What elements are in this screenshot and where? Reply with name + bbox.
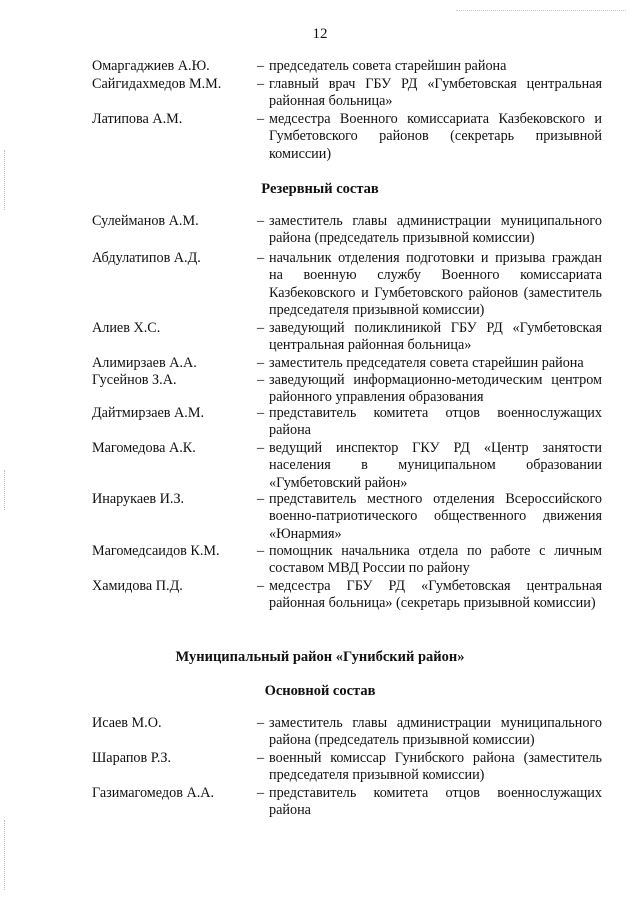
member-role: заведующий поликлиникой ГБУ РД «Гумбетовская центральная районная больница» (269, 320, 602, 354)
member-role: помощник начальника отдела по работе с личным составом МВД России по району (269, 543, 602, 577)
dash: – (257, 111, 265, 127)
member-name: Исаев М.О. (92, 715, 162, 731)
member-role: заместитель председателя совета старейшин района (269, 355, 584, 371)
dash: – (257, 715, 265, 731)
member-role: медсестра ГБУ РД «Гумбетовская центральная районная больница» (секретарь призывной комиссии) (269, 578, 602, 612)
scan-edge-dots (456, 10, 626, 11)
member-name: Алиев Х.С. (92, 320, 161, 336)
member-role: главный врач ГБУ РД «Гумбетовская центральная районная больница» (269, 76, 602, 110)
dash: – (257, 213, 265, 229)
dash: – (257, 372, 265, 388)
dash: – (257, 750, 265, 766)
dash: – (257, 320, 265, 336)
dash: – (257, 76, 265, 92)
dash: – (257, 405, 265, 421)
member-role: заместитель главы администрации муниципального района (председатель призывной комиссии) (269, 213, 602, 247)
member-name: Абдулатипов А.Д. (92, 250, 201, 266)
section-heading-reserve: Резервный состав (261, 181, 379, 197)
section-heading-district: Муниципальный район «Гунибский район» (175, 649, 465, 665)
scan-edge-mark (4, 150, 6, 210)
scan-edge-mark (4, 820, 6, 890)
dash: – (257, 440, 265, 456)
member-role: председатель совета старейшин района (269, 58, 507, 74)
member-name: Магомедова А.К. (92, 440, 196, 456)
member-name: Инарукаев И.З. (92, 491, 185, 507)
member-name: Сулейманов А.М. (92, 213, 199, 229)
dash: – (257, 250, 265, 266)
dash: – (257, 578, 265, 594)
member-role: медсестра Военного комиссариата Казбековского и Гумбетовского районов (секретарь призывной комиссии) (269, 111, 602, 162)
member-name: Дайтмирзаев А.М. (92, 405, 205, 421)
dash: – (257, 785, 265, 801)
member-role: представитель комитета отцов военнослужащих района (269, 785, 602, 819)
scan-edge-mark (4, 470, 6, 510)
section-heading-main: Основной состав (264, 683, 376, 699)
dash: – (257, 543, 265, 559)
dash: – (257, 491, 265, 507)
member-role: заместитель главы администрации муниципального района (председатель призывной комиссии) (269, 715, 602, 749)
member-role: представитель местного отделения Всероссийского военно-патриотического общественного движения «Юнармия» (269, 491, 602, 542)
member-role: заведующий информационно-методическим центром районного управления образования (269, 372, 602, 406)
member-name: Латипова А.М. (92, 111, 183, 127)
member-role: представитель комитета отцов военнослужащих района (269, 405, 602, 439)
member-name: Гусейнов З.А. (92, 372, 177, 388)
member-role: ведущий инспектор ГКУ РД «Центр занятости населения в муниципальном образовании «Гумбетовский район» (269, 440, 602, 491)
member-role: военный комиссар Гунибского района (заместитель председателя призывной комиссии) (269, 750, 602, 784)
member-name: Сайгидахмедов М.М. (92, 76, 222, 92)
dash: – (257, 58, 265, 74)
dash: – (257, 355, 265, 371)
member-role: начальник отделения подготовки и призыва граждан на военную службу Военного комиссариата Казбековского и Гумбетовского районов (заместитель председателя призывной комиссии) (269, 250, 602, 319)
page-number: 12 (312, 26, 328, 42)
member-name: Омаргаджиев А.Ю. (92, 58, 210, 74)
member-name: Хамидова П.Д. (92, 578, 183, 594)
member-name: Магомедсаидов К.М. (92, 543, 220, 559)
member-name: Газимагомедов А.А. (92, 785, 215, 801)
member-name: Шарапов Р.З. (92, 750, 172, 766)
member-name: Алимирзаев А.А. (92, 355, 197, 371)
